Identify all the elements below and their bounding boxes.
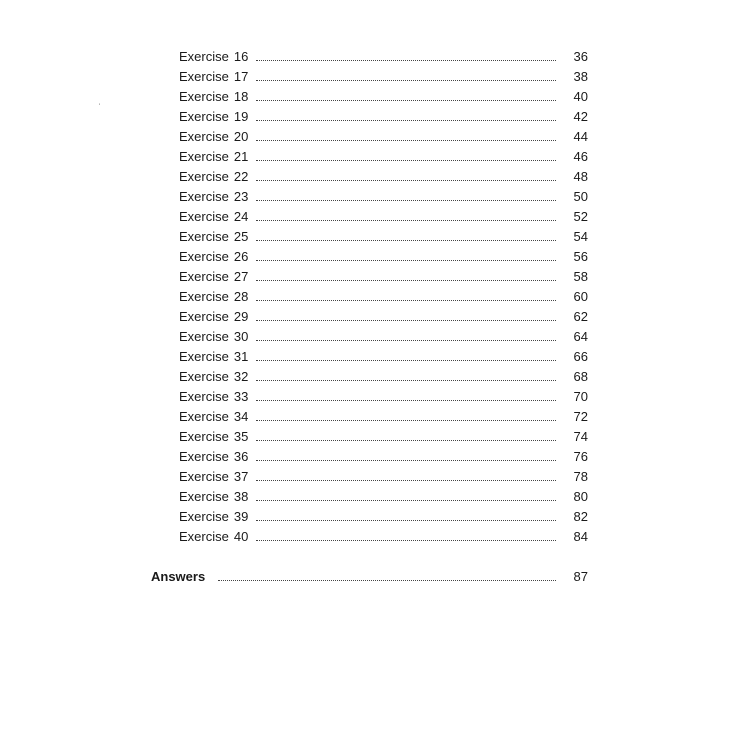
toc-entry[interactable] xyxy=(0,307,737,327)
toc-entry-word: Exercise xyxy=(179,129,229,144)
toc-entry-word: Exercise xyxy=(179,189,229,204)
toc-entry-label xyxy=(179,247,248,267)
toc-entry-label xyxy=(179,427,248,447)
toc-page-number: 62 xyxy=(573,309,588,324)
toc-entry-word: Exercise xyxy=(179,269,229,284)
stray-mark: ' xyxy=(99,104,101,110)
toc-page-number: 42 xyxy=(573,109,588,124)
toc-page-number: 84 xyxy=(573,529,588,544)
dot-leader xyxy=(256,380,556,381)
toc-page-number: 78 xyxy=(573,469,588,484)
toc-entry-word: Exercise xyxy=(179,289,229,304)
toc-entry-label xyxy=(179,127,248,147)
toc-entry-label xyxy=(179,467,248,487)
toc-entry-answers[interactable] xyxy=(0,567,737,587)
dot-leader xyxy=(256,220,556,221)
toc-page-number: 52 xyxy=(573,209,588,224)
toc-entry-label xyxy=(179,147,248,167)
toc-entry-label: Answers xyxy=(151,569,206,584)
toc-entry[interactable] xyxy=(0,207,737,227)
toc-entry-label xyxy=(179,407,248,427)
dot-leader xyxy=(256,320,556,321)
dot-leader xyxy=(256,520,556,521)
dot-leader xyxy=(256,440,556,441)
toc-entry-word: Exercise xyxy=(179,329,229,344)
toc-entry-number: 36 xyxy=(233,449,249,464)
toc-entry-label xyxy=(179,387,248,407)
toc-entry-label xyxy=(179,307,248,327)
dot-leader xyxy=(256,260,556,261)
toc-entry[interactable] xyxy=(0,467,737,487)
toc-entry-word: Exercise xyxy=(179,509,229,524)
toc-entry[interactable] xyxy=(0,187,737,207)
toc-entry-word: Exercise xyxy=(179,249,229,264)
dot-leader xyxy=(256,420,556,421)
toc-entry-label xyxy=(179,67,248,87)
toc-entry-number: 20 xyxy=(233,129,249,144)
dot-leader xyxy=(256,300,556,301)
toc-entry[interactable] xyxy=(0,67,737,87)
toc-page-number: 60 xyxy=(573,289,588,304)
toc-entry-number: 39 xyxy=(233,509,249,524)
toc-page-number: 87 xyxy=(573,569,588,584)
dot-leader xyxy=(256,180,556,181)
toc-entry-word: Exercise xyxy=(179,389,229,404)
toc-page-number: 66 xyxy=(573,349,588,364)
toc-entry-label xyxy=(179,187,248,207)
toc-page-number: 44 xyxy=(573,129,588,144)
toc-entry-number: 33 xyxy=(233,389,249,404)
dot-leader xyxy=(256,480,556,481)
toc-entry-word: Exercise xyxy=(179,489,229,504)
toc-entry-word: Exercise xyxy=(179,69,229,84)
dot-leader xyxy=(256,80,556,81)
dot-leader xyxy=(218,580,556,581)
toc-entry-label xyxy=(179,267,248,287)
toc-entry[interactable] xyxy=(0,507,737,527)
toc-page-number: 82 xyxy=(573,509,588,524)
dot-leader xyxy=(256,340,556,341)
toc-entry-number: 38 xyxy=(233,489,249,504)
toc-entry[interactable] xyxy=(0,127,737,147)
toc-entry[interactable] xyxy=(0,447,737,467)
toc-page-number: 50 xyxy=(573,189,588,204)
dot-leader xyxy=(256,240,556,241)
toc-entry-number: 21 xyxy=(233,149,249,164)
dot-leader xyxy=(256,160,556,161)
toc-page-number: 40 xyxy=(573,89,588,104)
toc-page-number: 46 xyxy=(573,149,588,164)
toc-entry[interactable] xyxy=(0,387,737,407)
toc-page-number: 72 xyxy=(573,409,588,424)
dot-leader xyxy=(256,360,556,361)
toc-page-number: 54 xyxy=(573,229,588,244)
toc-entry[interactable] xyxy=(0,167,737,187)
toc-entry[interactable] xyxy=(0,367,737,387)
toc-entry-number: 26 xyxy=(233,249,249,264)
toc-page-number: 74 xyxy=(573,429,588,444)
toc-entry-word: Exercise xyxy=(179,449,229,464)
toc-page-number: 36 xyxy=(573,49,588,64)
toc-entry[interactable] xyxy=(0,427,737,447)
dot-leader xyxy=(256,200,556,201)
toc-entry-number: 22 xyxy=(233,169,249,184)
toc-entry-number: 31 xyxy=(233,349,249,364)
dot-leader xyxy=(256,460,556,461)
toc-page-number: 64 xyxy=(573,329,588,344)
toc-entry-number: 16 xyxy=(233,49,249,64)
toc-entry[interactable] xyxy=(0,47,737,67)
toc-entry[interactable] xyxy=(0,227,737,247)
toc-entry-label xyxy=(179,367,248,387)
toc-page-number: 68 xyxy=(573,369,588,384)
toc-page-number: 48 xyxy=(573,169,588,184)
toc-entry-number: 30 xyxy=(233,329,249,344)
toc-entry-number: 27 xyxy=(233,269,249,284)
toc-entry-number: 19 xyxy=(233,109,249,124)
toc-entry[interactable] xyxy=(0,487,737,507)
toc-entry-number: 24 xyxy=(233,209,249,224)
dot-leader xyxy=(256,280,556,281)
toc-entry-number: 25 xyxy=(233,229,249,244)
toc-entry-label xyxy=(179,107,248,127)
toc-entry-word: Exercise xyxy=(179,429,229,444)
toc-entry-number: 29 xyxy=(233,309,249,324)
toc-entry-word: Exercise xyxy=(179,209,229,224)
toc-entry-number: 32 xyxy=(233,369,249,384)
toc-page-number: 70 xyxy=(573,389,588,404)
dot-leader xyxy=(256,140,556,141)
toc-entry-label xyxy=(179,287,248,307)
toc-entry-label xyxy=(179,87,248,107)
toc-entry-word: Exercise xyxy=(179,89,229,104)
dot-leader xyxy=(256,400,556,401)
dot-leader xyxy=(256,100,556,101)
toc-entry-word: Exercise xyxy=(179,369,229,384)
toc-entry-number: 23 xyxy=(233,189,249,204)
toc-entry-number: 28 xyxy=(233,289,249,304)
toc-entry-word: Exercise xyxy=(179,409,229,424)
toc-entry-word: Exercise xyxy=(179,149,229,164)
toc-entry[interactable] xyxy=(0,267,737,287)
toc-entry-word: Exercise xyxy=(179,469,229,484)
toc-entry-number: 18 xyxy=(233,89,249,104)
dot-leader xyxy=(256,60,556,61)
toc-page-number: 76 xyxy=(573,449,588,464)
toc-entry[interactable] xyxy=(0,247,737,267)
toc-entry-label xyxy=(179,347,248,367)
toc-entry-label xyxy=(179,227,248,247)
toc-entry-label xyxy=(179,447,248,467)
toc-page-number: 38 xyxy=(573,69,588,84)
toc-entry-label xyxy=(179,507,248,527)
toc-page-number: 58 xyxy=(573,269,588,284)
dot-leader xyxy=(256,500,556,501)
toc-entry-label xyxy=(179,327,248,347)
toc-entry-word: Exercise xyxy=(179,349,229,364)
toc-entry-word: Exercise xyxy=(179,309,229,324)
toc-entry-label xyxy=(179,47,248,67)
toc-entry-word: Exercise xyxy=(179,529,229,544)
toc-entry[interactable] xyxy=(0,327,737,347)
toc-entry[interactable] xyxy=(0,407,737,427)
dot-leader xyxy=(256,540,556,541)
toc-entry-number: 35 xyxy=(233,429,249,444)
toc-entry[interactable] xyxy=(0,87,737,107)
toc-entry-word: Exercise xyxy=(179,229,229,244)
toc-entry-number: 37 xyxy=(233,469,249,484)
toc-entry[interactable] xyxy=(0,287,737,307)
toc-entry-label xyxy=(179,167,248,187)
toc-entry[interactable] xyxy=(0,147,737,167)
toc-entry-number: 17 xyxy=(233,69,249,84)
toc-entry-number: 40 xyxy=(233,529,249,544)
table-of-contents xyxy=(0,47,737,547)
toc-entry[interactable] xyxy=(0,347,737,367)
toc-entry-label xyxy=(179,487,248,507)
toc-page-number: 56 xyxy=(573,249,588,264)
toc-entry-label xyxy=(179,527,248,547)
toc-entry[interactable] xyxy=(0,527,737,547)
toc-entry-word: Exercise xyxy=(179,109,229,124)
toc-entry-word: Exercise xyxy=(179,49,229,64)
dot-leader xyxy=(256,120,556,121)
toc-entry[interactable] xyxy=(0,107,737,127)
toc-entry-word: Exercise xyxy=(179,169,229,184)
toc-entry-number: 34 xyxy=(233,409,249,424)
toc-entry-label xyxy=(179,207,248,227)
toc-page-number: 80 xyxy=(573,489,588,504)
